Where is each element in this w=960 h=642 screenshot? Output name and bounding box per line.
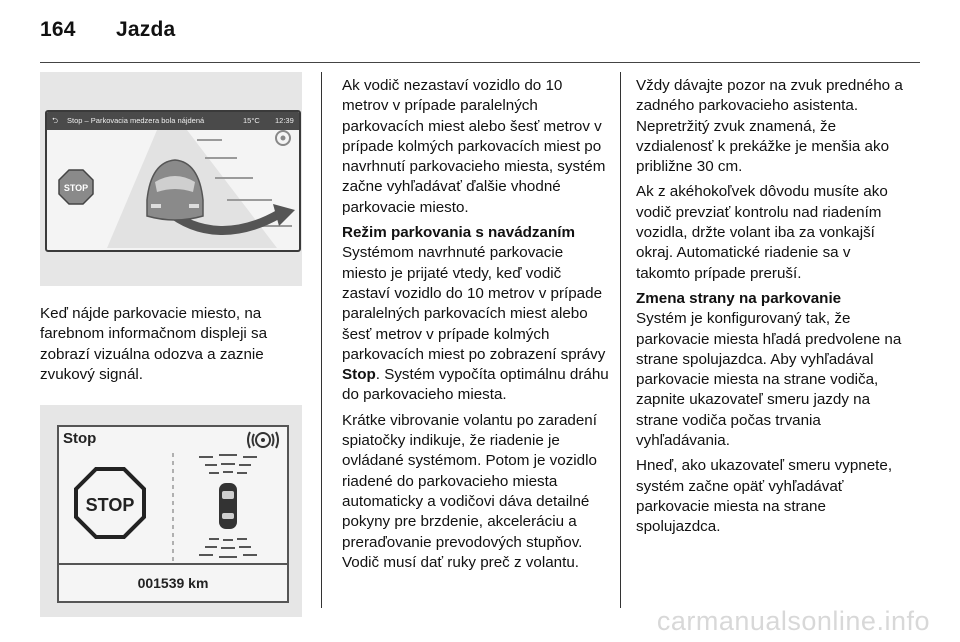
text-run: Systém je konfigurovaný tak, že parkovacie miesta hľadá predvolene na strane spolujazdca. Aby vyhľadával parkovacie miesta na strane vodiča, zapnite ukazovateľ smeru jazdy na strane vodiča počas trvania vyhľadávania. xyxy=(636,310,902,450)
section-heading: Režim parkovania s navádzaním xyxy=(342,224,575,242)
paragraph: Vždy dávajte pozor na zvuk predného a zadného parkovacieho asistenta. Nepretržitý zvuk znamená, že vzdialenosť k prekážke je menšia ako približne 30 cm. xyxy=(636,77,903,176)
paragraph: Krátke vibrovanie volantu po zaradení spiatočky indikuje, že riadenie je ovládané systémom. Potom je vozidlo riadené do parkovacieho miesta automaticky a vodičovi dáva detailné pokyny pre brzdenie, akceleráciu a preraďovanie prevodových stupňov. Vodič musí dať ruky preč z volantu. xyxy=(342,411,597,571)
column-divider-1 xyxy=(321,72,322,608)
stop-scene xyxy=(59,451,287,563)
watermark: carmanualsonline.info xyxy=(656,606,930,636)
temperature-readout: 15°C xyxy=(243,116,260,125)
status-message: Stop – Parkovacia medzera bola nájdená xyxy=(67,116,205,125)
stop-sign-icon xyxy=(76,469,144,537)
column-2 xyxy=(342,76,610,578)
section-heading: Zmena strany na parkovanie xyxy=(636,289,842,307)
stop-sign-icon xyxy=(59,170,93,204)
section-title: Jazda xyxy=(116,18,176,41)
bold-term: Stop xyxy=(342,366,376,384)
paragraph xyxy=(342,223,610,406)
clock-readout: 12:39 xyxy=(275,116,294,125)
paragraph xyxy=(636,289,906,451)
page-header xyxy=(40,18,175,42)
odometer-readout: 001539 km xyxy=(59,563,287,601)
stop-sign-label: STOP xyxy=(63,183,89,193)
steering-wheel-icon xyxy=(245,429,281,451)
display-screen xyxy=(57,425,289,603)
paragraph: Hneď, ako ukazovateľ smeru vypnete, systém začne opäť vyhľadávať parkovacie miesta na strane spolujazdca. xyxy=(636,457,893,536)
paragraph: Ak z akéhokoľvek dôvodu musíte ako vodič prevziať kontrolu nad riadením vozidla, držte volant iba za vonkajší okraj. Automatické riadenie sa v takomto prípade preruší. xyxy=(636,183,888,282)
column-divider-2 xyxy=(620,72,621,608)
car-top-view-icon xyxy=(219,483,237,529)
text-run: . Systém vypočíta optimálnu dráhu do parkovacieho miesta. xyxy=(342,366,609,404)
figure-parking-found xyxy=(40,72,302,286)
display-title: Stop xyxy=(63,430,97,448)
display-screen xyxy=(45,110,301,252)
stop-sign-label: STOP xyxy=(85,495,135,516)
parking-scene xyxy=(47,130,299,248)
paragraph: Keď nájde parkovacie miesto, na farebnom informačnom displeji sa zobrazí vizuálna odozva a zaznie zvukový signál. xyxy=(40,305,268,383)
figure-stop-display xyxy=(40,405,302,617)
back-arrow-icon: ⮌ xyxy=(52,116,59,125)
column-1 xyxy=(40,72,302,617)
parking-sensor-icon xyxy=(276,131,290,145)
paragraph: Ak vodič nezastaví vozidlo do 10 metrov v prípade paralelných parkovacích miest alebo šesť metrov v prípade kolmých parkovacích miest po navrhnutí parkovacieho miesta, systém začne vyhľadávať ďalšie vhodné parkovacie miesto. xyxy=(342,77,606,216)
column-3 xyxy=(636,76,906,543)
display-status-bar xyxy=(47,112,299,130)
header-rule xyxy=(40,62,920,63)
page-number: 164 xyxy=(40,18,76,41)
text-run: Systémom navrhnuté parkovacie miesto je prijaté vtedy, keď vodič zastaví vozidlo do 10 metrov v prípade paralelných parkovacích miest alebo šesť metrov v prípade kolmých parkovacích miest po zobrazení správy xyxy=(342,244,606,363)
